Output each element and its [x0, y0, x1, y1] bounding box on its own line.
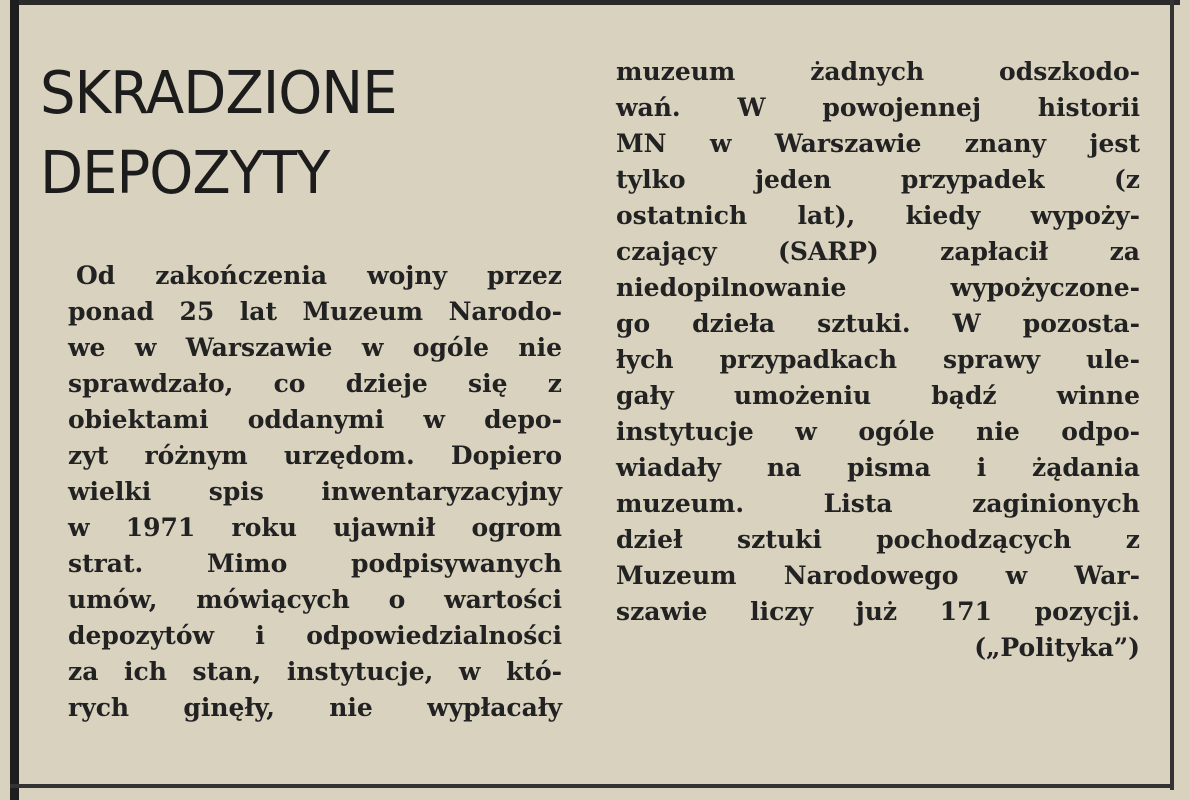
text-line: w 1971 roku ujawnił ogrom — [68, 513, 562, 542]
text-line: gały umożeniu bądź winne — [616, 381, 1140, 410]
text-line: szawie liczy już 171 pozycji. — [616, 597, 1140, 626]
frame-border-right — [1170, 0, 1174, 790]
text-line: MN w Warszawie znany jest — [616, 129, 1140, 158]
text-line: strat. Mimo podpisywanych — [68, 549, 562, 578]
left-column — [68, 258, 562, 726]
text-line: go dzieła sztuki. W pozosta- — [616, 309, 1140, 338]
text-line: ostatnich lat), kiedy wypoży- — [616, 201, 1140, 230]
text-line: wiadały na pisma i żądania — [616, 453, 1140, 482]
text-line: tylko jeden przypadek (z — [616, 165, 1140, 194]
text-line: wielki spis inwentaryzacyjny — [68, 477, 562, 506]
article-title — [40, 54, 397, 214]
text-line: Muzeum Narodowego w War- — [616, 561, 1140, 590]
frame-border-left — [10, 0, 19, 800]
text-line: obiektami oddanymi w depo- — [68, 405, 562, 434]
title-line: SKRADZIONE — [40, 59, 397, 128]
title-line: DEPOZYTY — [40, 139, 330, 208]
text-line: muzeum żadnych odszkodo- — [616, 57, 1140, 86]
text-line: muzeum. Lista zaginionych — [616, 489, 1140, 518]
text-line: instytucje w ogóle nie odpo- — [616, 417, 1140, 446]
text-line: depozytów i odpowiedzialności — [68, 621, 562, 650]
text-line: łych przypadkach sprawy ule- — [616, 345, 1140, 374]
text-line: dzieł sztuki pochodzących z — [616, 525, 1140, 554]
frame-border-top — [10, 0, 1180, 5]
text-line: ponad 25 lat Muzeum Narodo- — [68, 297, 562, 326]
source-attribution: („Polityka”) — [974, 633, 1140, 662]
right-column — [616, 54, 1140, 666]
text-line: Od zakończenia wojny przez — [76, 261, 562, 290]
text-line: we w Warszawie w ogóle nie — [68, 333, 562, 362]
text-line: wań. W powojennej historii — [616, 93, 1140, 122]
text-line: sprawdzało, co dzieje się z — [68, 369, 562, 398]
text-line: czający (SARP) zapłacił za — [616, 237, 1140, 266]
text-line: niedopilnowanie wypożyczone- — [616, 273, 1140, 302]
text-line: umów, mówiących o wartości — [68, 585, 562, 614]
text-line: rych ginęły, nie wypłacały — [68, 693, 562, 722]
frame-border-bottom — [10, 784, 1174, 788]
text-line: za ich stan, instytucje, w któ- — [68, 657, 562, 686]
text-line: zyt różnym urzędom. Dopiero — [68, 441, 562, 470]
